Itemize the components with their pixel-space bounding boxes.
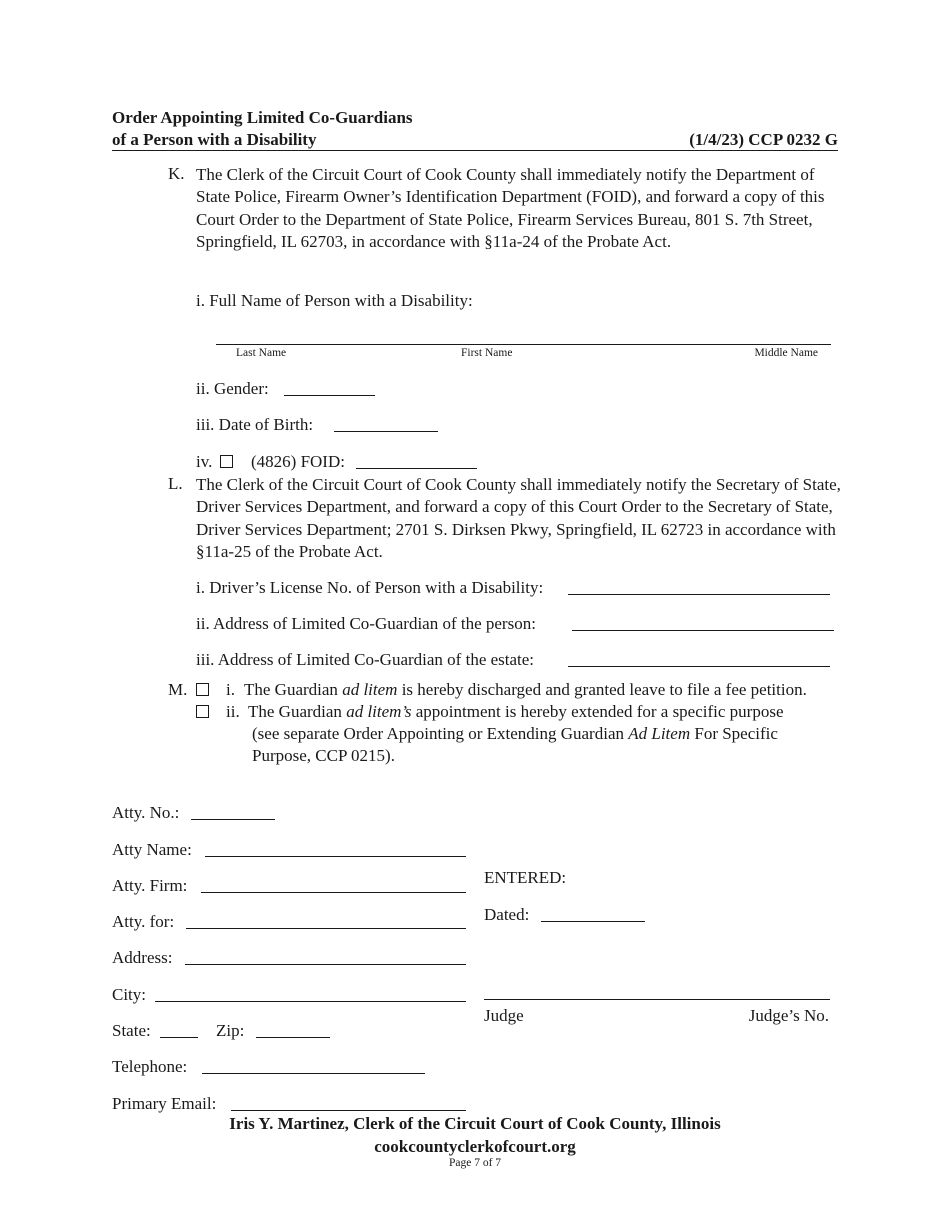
drivers-license-field[interactable]: [568, 594, 830, 595]
form-code: (1/4/23) CCP 0232 G: [689, 130, 838, 149]
guardian-estate-address-label: iii. Address of Limited Co-Guardian of the estate:: [196, 650, 535, 669]
section-k-text: The Clerk of the Circuit Court of Cook County shall immediately notify the Department of State Police, Firearm Owner’s Identification Department (FOID), and forward a copy of this Court Order to the Department of State Police, Firearm Services Bureau, 801 S. 7th Street, Springfield, IL 62703, in accordance with §11a-24 of the Probate Act.: [196, 165, 825, 251]
city-field[interactable]: [155, 1001, 466, 1002]
email-label: Primary Email:: [112, 1094, 217, 1113]
address-label: Address:: [112, 948, 173, 967]
form-title-line1: Order Appointing Limited Co-Guardians: [112, 108, 413, 127]
foid-item-number: iv.: [196, 452, 213, 471]
guardian-person-address-label: ii. Address of Limited Co-Guardian of the person:: [196, 614, 536, 633]
entered-label: ENTERED:: [484, 868, 567, 887]
middle-name-caption: Middle Name: [754, 347, 818, 359]
drivers-license-label: i. Driver’s License No. of Person with a Disability:: [196, 578, 544, 597]
gal-extend-checkbox[interactable]: [196, 705, 209, 718]
atty-firm-field[interactable]: [201, 892, 466, 893]
gender-label: ii. Gender:: [196, 379, 269, 398]
guardian-estate-address-field[interactable]: [568, 666, 830, 667]
atty-no-label: Atty. No.:: [112, 803, 180, 822]
dated-label: Dated:: [484, 905, 530, 924]
judge-no-label: Judge’s No.: [748, 1006, 829, 1025]
section-k-letter: K.: [168, 164, 185, 183]
telephone-label: Telephone:: [112, 1057, 188, 1076]
gal-extend-number: ii.: [226, 702, 240, 721]
foid-field[interactable]: [356, 468, 477, 469]
gal-discharge-number: i.: [226, 680, 235, 699]
gal-extend-text-line3: Purpose, CCP 0215).: [252, 746, 395, 765]
gal-discharge-checkbox[interactable]: [196, 683, 209, 696]
gender-field[interactable]: [284, 395, 375, 396]
header-rule: [112, 150, 838, 151]
gal-extend-text: The Guardian ad litem’s appointment is hereby extended for a specific purpose: [248, 702, 784, 721]
atty-no-field[interactable]: [191, 819, 275, 820]
address-field[interactable]: [185, 964, 466, 965]
gal-discharge-text: The Guardian ad litem is hereby discharged and granted leave to file a fee petition.: [244, 680, 807, 699]
section-l-letter: L.: [168, 474, 183, 493]
atty-name-field[interactable]: [205, 856, 466, 857]
zip-label: Zip:: [216, 1021, 245, 1040]
section-m-letter: M.: [168, 680, 188, 699]
full-name-label: i. Full Name of Person with a Disability:: [196, 291, 473, 310]
full-name-field[interactable]: [216, 344, 831, 345]
gal-extend-text-line2: (see separate Order Appointing or Extending Guardian Ad Litem For Specific: [252, 724, 778, 743]
state-label: State:: [112, 1021, 151, 1040]
atty-firm-label: Atty. Firm:: [112, 876, 188, 895]
footer-website: cookcountyclerkofcourt.org: [374, 1137, 576, 1156]
dated-field[interactable]: [541, 921, 645, 922]
email-field[interactable]: [231, 1110, 466, 1111]
judge-label: Judge: [484, 1006, 524, 1025]
city-label: City:: [112, 985, 147, 1004]
judge-signature-field[interactable]: [484, 999, 830, 1000]
telephone-field[interactable]: [202, 1073, 425, 1074]
atty-for-field[interactable]: [186, 928, 466, 929]
dob-field[interactable]: [334, 431, 438, 432]
state-field[interactable]: [160, 1037, 198, 1038]
footer-clerk: Iris Y. Martinez, Clerk of the Circuit Court of Cook County, Illinois: [229, 1114, 721, 1133]
dob-label: iii. Date of Birth:: [196, 415, 314, 434]
foid-checkbox[interactable]: [220, 455, 233, 468]
form-title-line2: of a Person with a Disability: [112, 130, 317, 149]
zip-field[interactable]: [256, 1037, 330, 1038]
atty-name-label: Atty Name:: [112, 840, 192, 859]
last-name-caption: Last Name: [236, 347, 287, 359]
atty-for-label: Atty. for:: [112, 912, 175, 931]
page-number: Page 7 of 7: [448, 1157, 502, 1169]
section-l-text: The Clerk of the Circuit Court of Cook County shall immediately notify the Secretary of State, Driver Services Department, and forward a copy of this Court Order to the Secretary of State, Driver Services Department; 2701 S. Dirksen Pkwy, Springfield, IL 62723 in accordance with §11a-25 of the Probate Act.: [196, 475, 841, 561]
first-name-caption: First Name: [461, 347, 513, 359]
foid-label: (4826) FOID:: [251, 452, 345, 471]
guardian-person-address-field[interactable]: [572, 630, 834, 631]
